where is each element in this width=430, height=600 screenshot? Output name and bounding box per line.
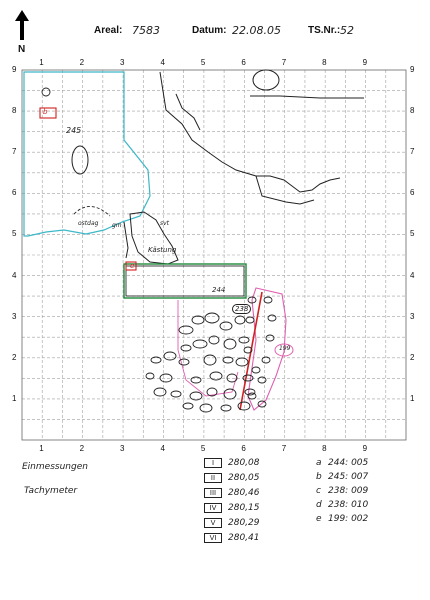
stone: [204, 355, 216, 365]
stones-cluster: [146, 297, 276, 412]
y-tick-label: 2: [12, 352, 17, 362]
stone: [179, 359, 189, 365]
x-tick-label-top: 2: [79, 58, 85, 67]
stone: [205, 313, 219, 323]
map-label-244: 244: [212, 286, 226, 294]
stone: [238, 402, 250, 410]
x-tick-label: 9: [362, 444, 368, 453]
y-tick-label-right: 9: [410, 65, 415, 74]
find-value: 244: 005: [328, 458, 369, 468]
elevation-numeral: V: [204, 518, 222, 528]
find-row: [316, 458, 368, 468]
y-tick-label-right: 4: [410, 270, 415, 280]
find-letter: a: [316, 458, 322, 468]
map-label-238: 238: [232, 304, 251, 314]
feature-line-1: [160, 72, 340, 192]
x-tick-label-top: 4: [160, 58, 165, 67]
stone-245: [72, 146, 88, 174]
y-tick-label-right: 5: [410, 229, 415, 239]
y-tick-label: 9: [12, 65, 17, 74]
stone: [252, 367, 260, 373]
elevation-numeral: I: [204, 458, 222, 468]
find-letter: c: [316, 486, 321, 496]
elevation-numeral: IV: [204, 503, 222, 513]
elevation-row: [204, 503, 260, 513]
map-label-e: e: [130, 262, 135, 270]
elevation-numeral: VI: [204, 533, 222, 543]
stone-small: [42, 88, 50, 96]
stone: [245, 389, 255, 395]
x-tick-label-top: 7: [281, 58, 287, 67]
tsnr-label: TS.Nr.:: [308, 25, 341, 36]
elevation-value: 280,15: [228, 503, 260, 513]
y-tick-label: 4: [12, 270, 17, 280]
stone: [224, 339, 236, 349]
elevation-row: [204, 488, 260, 498]
y-tick-label-right: 2: [410, 352, 415, 362]
x-tick-label-top: 5: [200, 58, 206, 67]
x-tick-label: 7: [281, 444, 287, 453]
find-row: [316, 514, 368, 524]
north-label: N: [18, 44, 26, 55]
y-tick-label-right: 6: [410, 188, 415, 198]
y-tick-label: 8: [12, 106, 17, 116]
x-tick-label-top: 6: [241, 58, 246, 67]
stone: [248, 393, 256, 399]
stone: [266, 335, 274, 341]
y-tick-label-right: 1: [410, 393, 415, 403]
kirk-feature-outline: [130, 212, 178, 264]
datum-value: 22.08.05: [232, 24, 281, 37]
stone: [190, 392, 202, 400]
stone: [171, 391, 181, 397]
find-letter: d: [316, 500, 322, 510]
green-trench: [124, 264, 246, 298]
find-value: 199: 002: [328, 514, 369, 524]
elevation-value: 280,05: [228, 473, 260, 483]
legend-tachymeter: Tachymeter: [24, 486, 78, 496]
datum-label: Datum:: [192, 25, 227, 36]
stone-top: [253, 70, 279, 90]
y-tick-label: 6: [12, 188, 17, 198]
map-label-gm: gm: [112, 222, 122, 229]
tsnr-value: 52: [340, 24, 354, 37]
find-row: [316, 472, 368, 482]
x-tick-label-top: 1: [39, 58, 44, 67]
green-trench-inner: [126, 266, 244, 296]
stone: [183, 403, 193, 409]
legend-einmessungen: Einmessungen: [22, 462, 88, 472]
stone: [224, 389, 236, 399]
find-value: 238: 010: [328, 500, 369, 510]
x-tick-label: 5: [200, 444, 206, 453]
stone: [235, 316, 245, 324]
stone: [220, 322, 232, 330]
y-tick-label-right: 3: [410, 311, 415, 321]
feature-line-4: [124, 222, 128, 258]
x-tick-label: 4: [160, 444, 165, 453]
y-tick-label-right: 8: [410, 106, 415, 116]
areal-label: Areal:: [94, 25, 123, 36]
elevation-row: [204, 458, 260, 468]
elevation-row: [204, 518, 260, 528]
y-tick-label-right: 7: [410, 147, 415, 157]
areal-value: 7583: [132, 24, 160, 37]
map-label-ostdag: ostdag: [78, 220, 99, 227]
x-tick-label: 6: [241, 444, 246, 453]
elevation-row: [204, 533, 260, 543]
stone: [181, 345, 191, 351]
find-row: [316, 486, 368, 496]
stone: [193, 340, 207, 348]
x-tick-label-top: 8: [322, 58, 327, 67]
stone: [179, 326, 193, 334]
stone: [262, 357, 270, 363]
x-tick-label-top: 9: [362, 58, 368, 67]
map-label-svt: svt: [160, 220, 170, 227]
stone: [210, 372, 222, 380]
stone: [192, 316, 204, 324]
find-value: 245: 007: [328, 472, 369, 482]
elevation-numeral: III: [204, 488, 222, 498]
find-letter: b: [316, 472, 322, 482]
elevation-value: 280,41: [228, 533, 260, 543]
x-tick-label: 1: [39, 444, 44, 453]
y-tick-label: 5: [12, 229, 17, 239]
stone: [221, 405, 231, 411]
stone: [268, 315, 276, 321]
map-label-245: 245: [66, 126, 82, 135]
map-label-199: 199: [279, 345, 291, 352]
elevation-value: 280,46: [228, 488, 260, 498]
y-tick-label: 1: [12, 393, 17, 403]
map-label-kastung: Kästung: [148, 246, 177, 254]
stone: [154, 388, 166, 396]
stone: [227, 374, 237, 382]
elevation-value: 280,08: [228, 458, 260, 468]
find-letter: e: [316, 514, 322, 524]
stone: [236, 358, 248, 366]
find-value: 238: 009: [328, 486, 369, 496]
map-label-b: b: [43, 108, 48, 116]
dashed-curve: [74, 206, 110, 216]
feature-line-2: [176, 94, 200, 130]
x-tick-label: 8: [322, 444, 327, 453]
stone: [160, 374, 172, 382]
x-tick-label: 2: [79, 444, 85, 453]
stone: [200, 404, 212, 412]
elevation-value: 280,29: [228, 518, 260, 528]
feature-line-5: [250, 96, 364, 98]
stone: [239, 337, 249, 343]
x-tick-label-top: 3: [120, 58, 125, 67]
x-tick-label: 3: [120, 444, 125, 453]
elevation-numeral: II: [204, 473, 222, 483]
stone: [151, 357, 161, 363]
stone: [191, 377, 201, 383]
stone: [246, 317, 254, 323]
elevation-row: [204, 473, 260, 483]
y-tick-label: 3: [12, 311, 17, 321]
find-row: [316, 500, 368, 510]
stone: [164, 352, 176, 360]
stone: [264, 297, 272, 303]
y-tick-label: 7: [12, 147, 17, 157]
